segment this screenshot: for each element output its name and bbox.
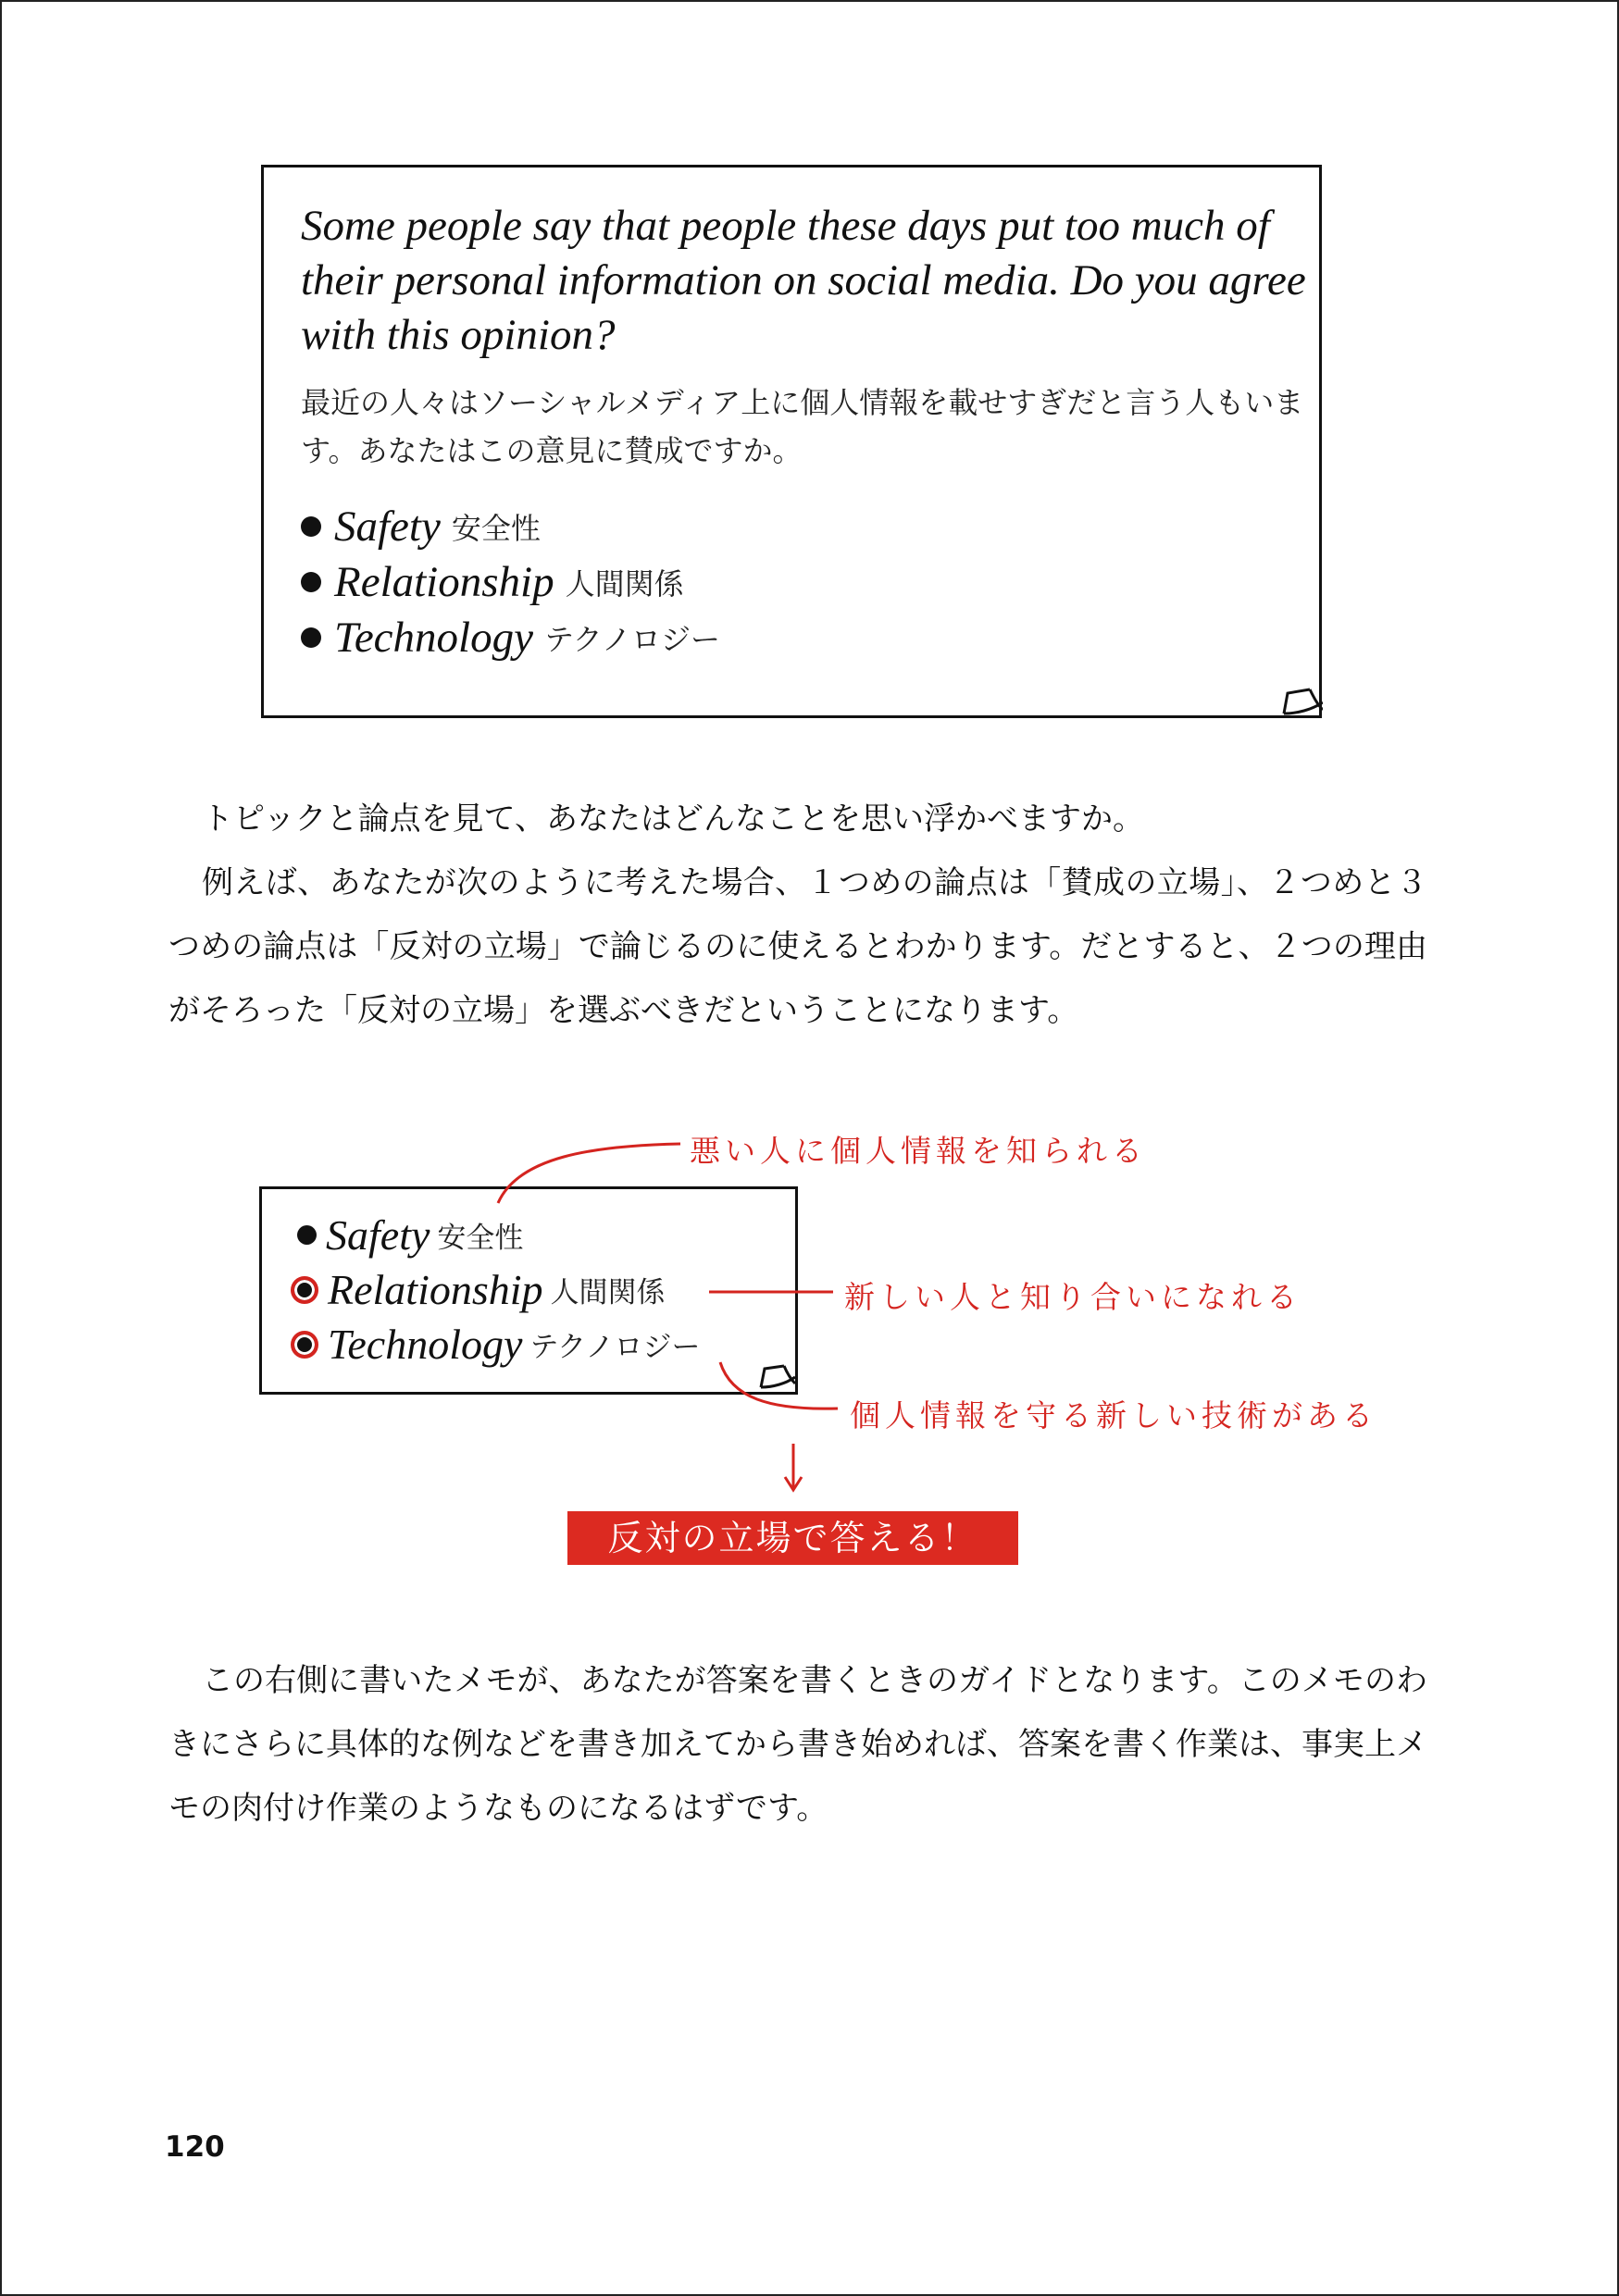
page-curl-icon	[1280, 673, 1323, 717]
circled-bullet-icon	[291, 1331, 318, 1359]
body-section-2	[168, 1649, 1427, 1841]
point-label-ja: テクノロジー	[543, 622, 721, 657]
prompt-japanese: 最近の人々はソーシャルメディア上に個人情報を載せすぎだと言う人もいます。あなたはこの意見に賛成ですか。	[301, 385, 1304, 468]
point-label-en: Technology	[328, 1321, 523, 1368]
memo-card	[259, 1186, 798, 1395]
memo-point-technology	[297, 1317, 701, 1371]
memo-point-relationship	[297, 1262, 701, 1317]
bullet-icon	[301, 627, 321, 648]
bullet-icon	[301, 572, 321, 592]
page-curl-icon	[758, 1352, 795, 1391]
point-label-en: Technology	[334, 614, 533, 662]
body-section-1	[168, 788, 1427, 1043]
point-label-ja: 人間関係	[565, 566, 684, 602]
topic-point-safety	[301, 499, 720, 554]
conclusion-badge: 反対の立場で答える！	[567, 1511, 1018, 1565]
point-label-en: Safety	[326, 1211, 430, 1259]
point-label-ja: 安全性	[437, 1222, 524, 1255]
point-label-en: Relationship	[334, 558, 554, 606]
note-safety: 悪い人に個人情報を知られる	[690, 1133, 1147, 1169]
note-technology: 個人情報を守る新しい技術がある	[850, 1397, 1377, 1433]
memo-point-list	[297, 1208, 701, 1371]
page-number: 120	[165, 2130, 225, 2164]
memo-point-safety	[297, 1208, 701, 1262]
topic-point-technology	[301, 610, 720, 665]
point-label-en: Relationship	[328, 1266, 543, 1313]
paragraph-1: トピックと論点を見て、あなたはどんなことを思い浮かべますか。	[202, 800, 1144, 838]
note-relationship: 新しい人と知り合いになれる	[844, 1279, 1301, 1315]
topic-point-relationship	[301, 554, 720, 610]
paragraph-2: 例えば、あなたが次のように考えた場合、１つめの論点は「賛成の立場」、２つめと３つめの論点は「反対の立場」で論じるのに使えるとわかります。だとすると、２つの理由がそろった「反対の立場」を選ぶべきだということになります。	[168, 864, 1427, 1029]
topic-point-list	[301, 499, 720, 665]
point-label-ja: テクノロジー	[529, 1331, 701, 1364]
point-label-en: Safety	[334, 503, 441, 551]
point-label-ja: 人間関係	[550, 1276, 666, 1309]
prompt-english: Some people say that people these days put too much of their personal information on social media. Do you agree with this opinion?	[301, 202, 1306, 359]
circled-bullet-icon	[291, 1276, 318, 1304]
bullet-icon	[301, 516, 321, 537]
point-label-ja: 安全性	[451, 511, 541, 546]
paragraph-3: この右側に書いたメモが、あなたが答案を書くときのガイドとなります。このメモのわきにさらに具体的な例などを書き加えてから書き始めれば、答案を書く作業は、事実上メモの肉付け作業のようなものになるはずです。	[168, 1662, 1427, 1827]
bullet-icon	[297, 1225, 317, 1245]
topic-card	[261, 165, 1322, 718]
